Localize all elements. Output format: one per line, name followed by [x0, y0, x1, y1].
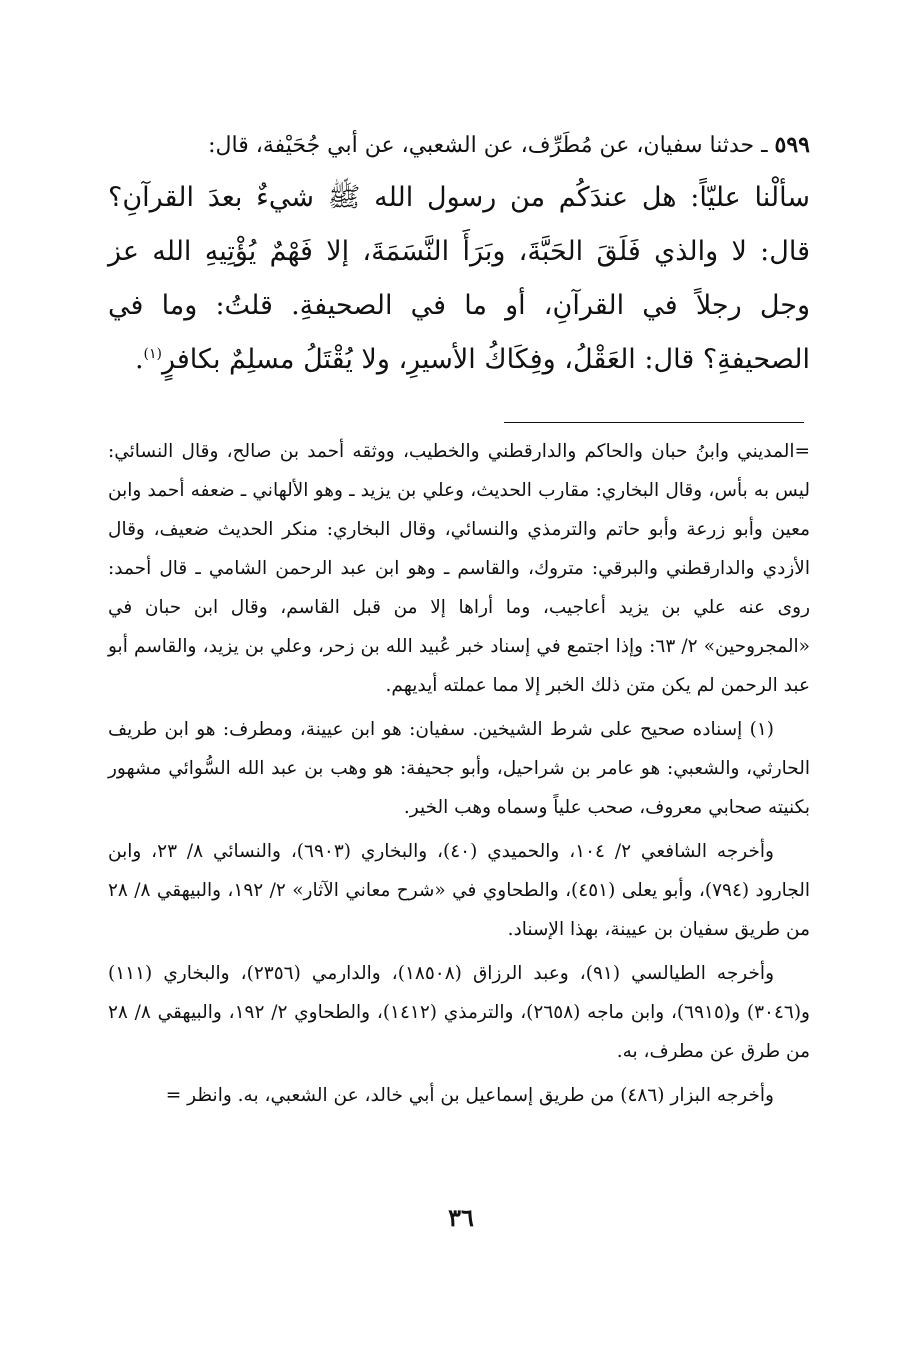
footnote-takhrij-3: وأخرجه البزار (٤٨٦) من طريق إسماعيل بن أبي خالد، عن الشعبي، به. وانظر =	[165, 1085, 774, 1106]
hadith-block	[108, 128, 810, 387]
footnote-1: (١) إسناده صحيح على شرط الشيخين. سفيان: هو ابن عيينة، ومطرف: هو ابن طريف الحارثي، والشعبي: هو عامر بن شراحيل، وأبو جحيفة: هو وهب بن عبد الله السُّوائي مشهور بكنيته صحابي معروف، صحب علياً وسماه وهب الخير.	[108, 719, 810, 818]
hadith-text: سألْنا عليّاً: هل عندَكُم من رسول الله ﷺ شيءٌ بعدَ القرآنِ؟ قال: لا والذي فَلَقَ الحَبَّةَ، وبَرَأَ النَّسَمَةَ، إلا فَهْمٌ يُؤْتِيهِ الله عز وجل رجلاً في القرآنِ، أو ما في الصحيفةِ. قلتُ: وما في الصحيفةِ؟ قال: العَقْلُ، وفِكَاكُ الأسيرِ، ولا يُقْتَلُ مسلِمٌ بكافرٍ$^{(١)}$.	[108, 182, 810, 375]
footnotes	[108, 432, 810, 1120]
page-number: ٣٦	[448, 1203, 474, 1232]
hadith-isnad: ـ حدثنا سفيان، عن مُطَرِّف، عن الشعبي، عن أبي جُحَيْفة، قال:	[208, 133, 768, 158]
footnote-marker: (١)	[143, 346, 162, 362]
hadith-chain	[108, 128, 810, 163]
footnote-takhrij-1: وأخرجه الشافعي ٢/ ١٠٤، والحميدي (٤٠)، والبخاري (٦٩٠٣)، والنسائي ٨/ ٢٣، وابن الجارود (٧٩٤)، وأبو يعلى (٤٥١)، والطحاوي في «شرح معاني الآثار» ٢/ ١٩٢، والبيهقي ٨/ ٢٨ من طريق سفيان بن عيينة، بهذا الإسناد.	[108, 841, 810, 940]
hadith-number: ٥٩٩	[774, 132, 810, 158]
footnote-takhrij-2: وأخرجه الطيالسي (٩١)، وعبد الرزاق (١٨٥٠٨)، والدارمي (٢٣٥٦)، والبخاري (١١١) و(٣٠٤٦) و(٦٩١٥)، وابن ماجه (٢٦٥٨)، والترمذي (١٤١٢)، والطحاوي ٢/ ١٩٢، والبيهقي ٨/ ٢٨ من طرق عن مطرف، به.	[108, 963, 810, 1062]
hadith-matn: سألْنا عليّاً: هل عندَكُم من رسول الله ﷺ شيءٌ بعدَ القرآنِ؟ قال: لا والذي فَلَقَ الحَبَّةَ، وبَرَأَ النَّسَمَةَ، إلا فَهْمٌ يُؤْتِيهِ الله عز وجل رجلاً في القرآنِ، أو ما في الصحيفةِ. قلتُ: وما في الصحيفةِ؟ قال: العَقْلُ، وفِكَاكُ الأسيرِ، ولا يُقْتَلُ مسلِمٌ بكافرٍ	[108, 182, 810, 375]
footnote-divider	[504, 422, 804, 423]
footnote-continued: =المديني وابنُ حبان والحاكم والدارقطني والخطيب، ووثقه أحمد بن صالح، وقال النسائي: ليس به بأس، وقال البخاري: مقارب الحديث، وعلي بن يزيد ـ وهو الألهاني ـ ضعفه أحمد وابن معين وأبو زرعة وأبو حاتم والترمذي والنسائي، وقال البخاري: منكر الحديث ضعيف، وقال الأزدي والدارقطني والبرقي: متروك، والقاسم ـ وهو ابن عبد الرحمن الشامي ـ قال أحمد: روى عنه علي بن يزيد أعاجيب، وما أراها إلا من قبل القاسم، وقال ابن حبان في «المجروحين» ٢/ ٦٣: وإذا اجتمع في إسناد خبر عُبيد الله بن زحر، وعلي بن يزيد، والقاسم أبو عبد الرحمن لم يكن متن ذلك الخبر إلا مما عملته أيديهم.	[108, 441, 810, 696]
